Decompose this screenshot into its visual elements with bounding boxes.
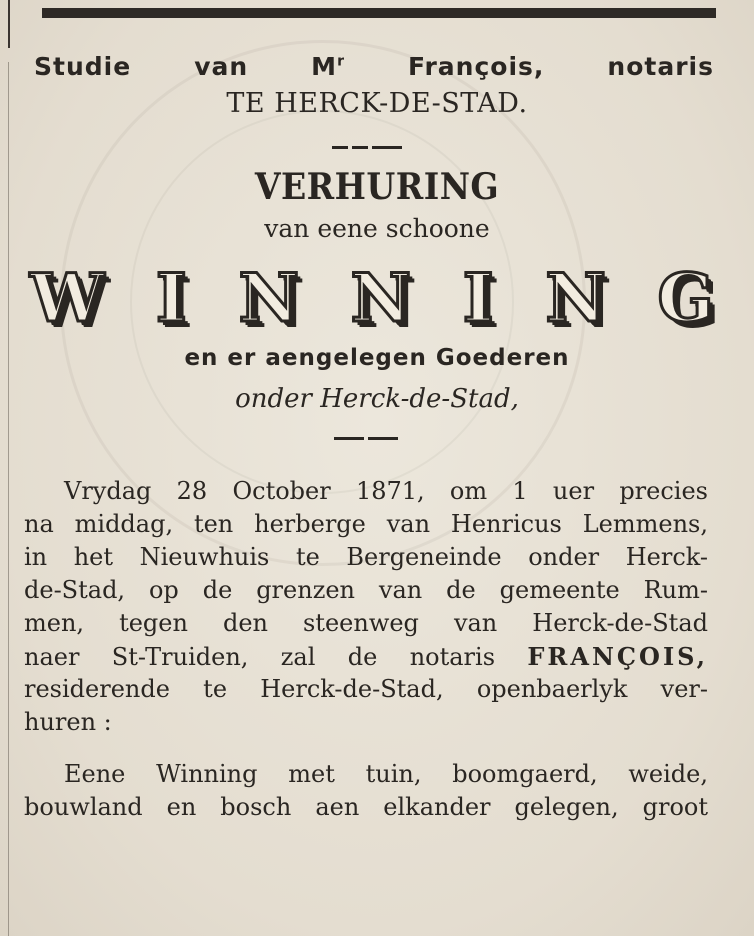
- display-letter: I: [155, 259, 187, 337]
- display-letter: N: [238, 259, 299, 337]
- body-line: de-Stad, op de grenzen van de gemeente Rum-: [24, 576, 708, 604]
- notary-name: FRANÇOIS,: [527, 642, 708, 671]
- subtitle: van eene schoone: [264, 214, 490, 243]
- display-letter: N: [350, 259, 411, 337]
- body-line: in het Nieuwhuis te Bergeneinde onder Herck-: [24, 543, 708, 571]
- body-line: naer St-Truiden, zal de notaris FRANÇOIS,: [24, 642, 708, 671]
- dash-ornament: [334, 437, 364, 440]
- verhuring-title: VERHURING: [254, 166, 500, 208]
- winning-display-title: [30, 259, 714, 337]
- display-letter: I: [462, 259, 494, 337]
- body-line: huren :: [24, 708, 112, 736]
- body-line: men, tegen den steenweg van Herck-de-Stad: [24, 609, 708, 637]
- location-heading: TE HERCK-DE-STAD.: [226, 88, 528, 119]
- body-line: na middag, ten herberge van Henricus Lemmens,: [24, 510, 708, 538]
- column-rule: [8, 62, 9, 936]
- dash-ornament: [332, 146, 348, 149]
- body-line: Eene Winning met tuin, boomgaerd, weide,: [64, 760, 708, 788]
- top-divider: [42, 8, 716, 18]
- display-letter: N: [545, 259, 606, 337]
- column-rule-top: [8, 0, 10, 48]
- body-line: bouwland en bosch aen elkander gelegen, groot: [24, 793, 708, 821]
- display-letter: G: [657, 259, 714, 337]
- dash-ornament: [352, 146, 368, 149]
- display-letter: W: [30, 259, 105, 337]
- goederen-heading: en er aengelegen Goederen: [184, 345, 570, 371]
- onder-heading: onder Herck-de-Stad,: [235, 384, 519, 414]
- dash-ornament: [368, 437, 398, 440]
- body-line: residerende te Herck-de-Stad, openbaerlyk ver-: [24, 675, 708, 703]
- studie-heading: Studie van $M^r$ François, notaris: [34, 52, 714, 81]
- dash-ornament: [372, 146, 402, 149]
- body-line: Vrydag 28 October 1871, om 1 uer precies: [64, 477, 708, 505]
